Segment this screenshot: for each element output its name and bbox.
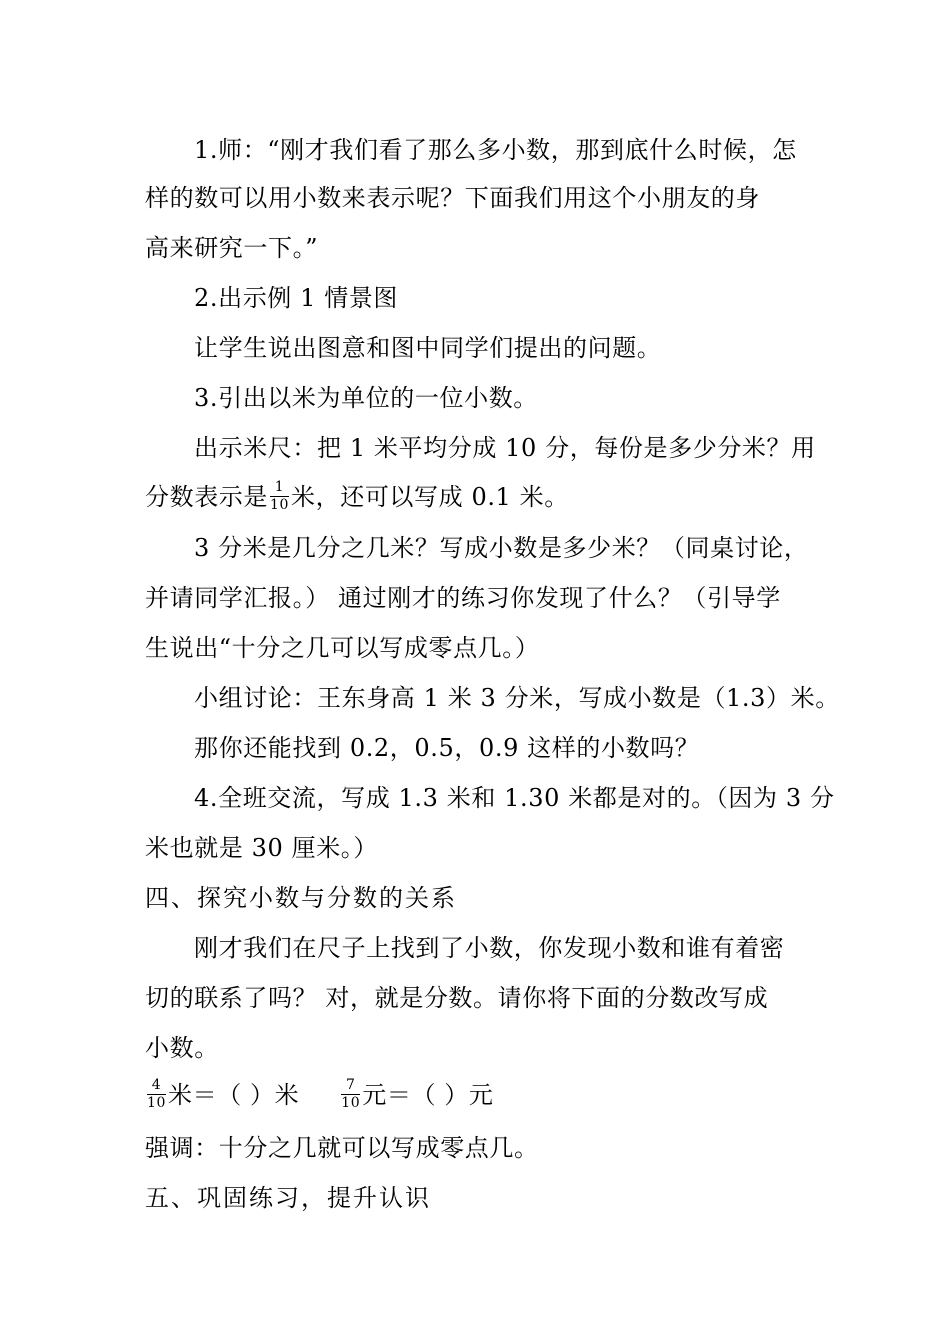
text-span: 分数表示是	[145, 483, 268, 511]
exercise-item: 米＝（ ）米	[168, 1081, 300, 1109]
paragraph-line: 高来研究一下。”	[145, 234, 319, 262]
section-heading: 五、巩固练习，提升认识	[145, 1184, 431, 1212]
paragraph-line: 生说出“十分之几可以写成零点几。）	[145, 634, 540, 662]
paragraph-line: 切的联系了吗？ 对，就是分数。请你将下面的分数改写成	[145, 984, 769, 1012]
fraction-denominator: 10	[270, 497, 290, 513]
text-span: 米，还可以写成 0.1 米。	[291, 483, 569, 511]
fraction-numerator: 7	[341, 1078, 360, 1095]
paragraph-line: 刚才我们在尺子上找到了小数，你发现小数和谁有着密	[194, 934, 785, 962]
fraction-denominator: 10	[147, 1095, 167, 1111]
paragraph-line: 米也就是 30 厘米。）	[145, 834, 378, 862]
fraction-numerator: 1	[270, 480, 289, 497]
paragraph-line: 4.全班交流，写成 1.3 米和 1.30 米都是对的。（因为 3 分	[194, 784, 835, 812]
exercise-item: 元＝（ ）元	[362, 1081, 494, 1109]
fraction	[341, 1078, 360, 1111]
paragraph-line: 1.师：“刚才我们看了那么多小数，那到底什么时候，怎	[194, 136, 797, 164]
paragraph-line: 小数。	[145, 1034, 219, 1062]
section-heading: 四、探究小数与分数的关系	[145, 884, 457, 912]
paragraph-line: 3.引出以米为单位的一位小数。	[194, 384, 538, 412]
fraction-numerator: 4	[147, 1078, 166, 1095]
paragraph-line: 小组讨论：王东身高 1 米 3 分米，写成小数是（1.3）米。	[194, 684, 840, 712]
paragraph-line: 样的数可以用小数来表示呢？下面我们用这个小朋友的身	[145, 184, 760, 212]
fraction	[270, 480, 289, 513]
paragraph-line: 那你还能找到 0.2，0.5，0.9 这样的小数吗？	[194, 734, 700, 762]
paragraph-line: 出示米尺：把 1 米平均分成 10 分，每份是多少分米？用	[194, 434, 816, 462]
paragraph-line: 并请同学汇报。） 通过刚才的练习你发现了什么？（引导学	[145, 584, 781, 612]
fraction	[147, 1078, 166, 1111]
paragraph-line-with-fraction	[145, 479, 569, 515]
fraction-denominator: 10	[341, 1095, 361, 1111]
paragraph-line: 强调：十分之几就可以写成零点几。	[145, 1134, 539, 1162]
paragraph-line: 3 分米是几分之几米？写成小数是多少米？（同桌讨论，	[194, 534, 809, 562]
exercise-line	[145, 1077, 494, 1113]
paragraph-line: 让学生说出图意和图中同学们提出的问题。	[194, 334, 662, 362]
paragraph-line: 2.出示例 1 情景图	[194, 284, 399, 312]
